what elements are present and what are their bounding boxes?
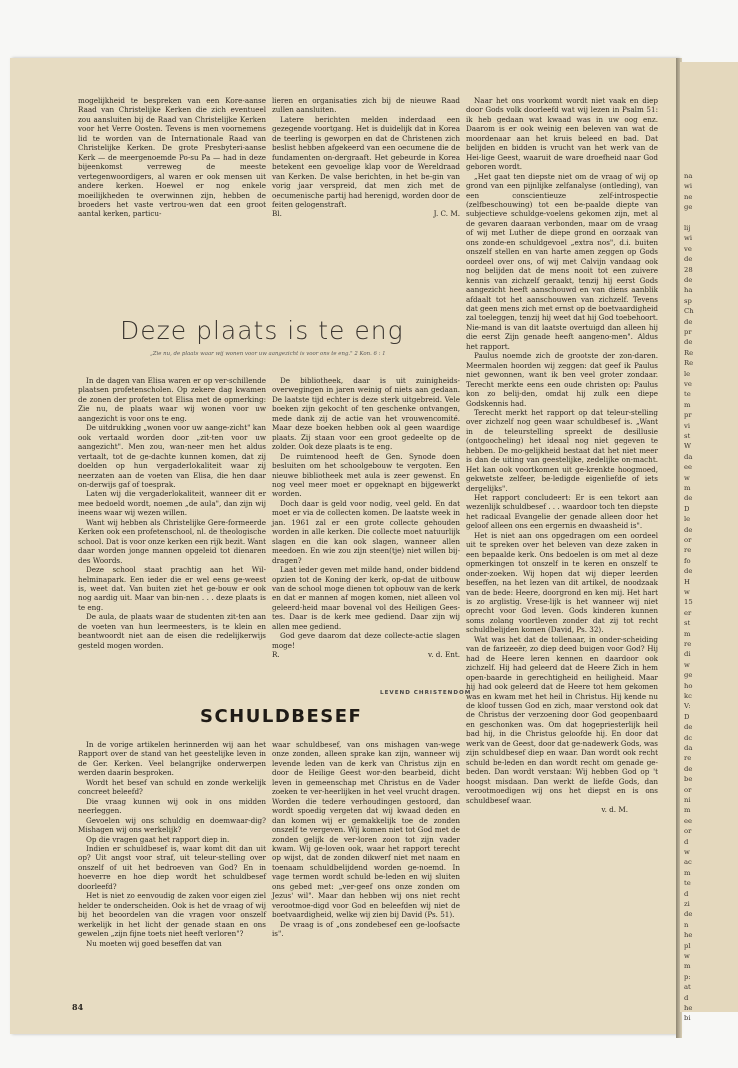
next-page-line: m <box>684 484 691 492</box>
paragraph: De uitdrukking „wonen voor uw aange-zicht" kan ook vertaald worden door „zit-ten voor uw aangezicht". Men zou, wan-neer men het aldus vertaalt, tot de ge-dachte kunnen komen, dat zij doelden op hun vergaderlokaliteit waar zij neerzaten aan de voeten van Elisa, die hen daar on-derwijs gaf of toesprak. <box>78 423 266 489</box>
next-page-line: ac <box>684 858 692 867</box>
paragraph: Wat was het dat de tollenaar, in onder-scheiding van de farizeeër, zo diep deed buigen voor God? Hij had de Heere leren kennen en daardoor ook zichzelf. Hij had geleerd dat de Heere Zich in hem open-baarde in gerechtigheid en heiligheid. Maar hij had ook geleerd dat de Heere tot hem gekomen was en kwam met het heil in Christus. Hij kende nu de kloof tussen God en zich, maar verstond ook dat de Christus der verzoening door God geopenbaard en geschonken was. Om dat hogepriesterlijk heil bad hij, in die Christus geloofde hij. En door dat werk van de Geest, door dat ge-nadewerk Gods, was zijn schuldbesef diep en waar. Dan wordt ook recht schuld be-leden en dan wordt recht om genade ge-beden. Dan wordt verstaan: Wij hebben God op 't hoogst misdaan. Dan werkt de liefde Gods, dan verootmoedigen wij ons het diepst en is ons schuldbesef waar. <box>466 634 658 805</box>
next-page-line: d <box>684 889 689 898</box>
paragraph: God geve daarom dat deze collecte-actie slagen moge! <box>272 631 460 650</box>
next-page-line: D <box>684 504 690 513</box>
paragraph: Die vraag kunnen wij ook in ons midden neerleggen. <box>78 796 266 816</box>
next-page-line: de <box>684 317 693 326</box>
next-page-line: vi <box>684 421 691 430</box>
next-page-line: p: <box>684 972 691 981</box>
paragraph: In de vorige artikelen herinnerden wij aan het Rapport over de stand van het geestelijke leven in de Ger. Kerken. Veel belangrijke onderwerpen werden daarin besproken. <box>78 740 266 778</box>
article2-col2 <box>272 740 460 939</box>
paragraph: De vraag is of „ons zondebesef een ge-loofsacte is". <box>272 919 460 939</box>
next-page-line: st <box>684 619 691 628</box>
next-page-line: de <box>684 525 693 534</box>
next-page-line: w <box>684 952 690 960</box>
article1-col1 <box>78 376 266 650</box>
next-page-line: m <box>684 868 691 877</box>
paragraph: Het is niet aan ons opgedragen om een oordeel uit te spreken over het beleven van deze zaken in een bepaalde kerk. Ons bedoelen is om met al deze opmerkingen tot onszelf in te keren en onszelf te onder-zoeken. Wij hopen dat wij dieper leerden beseffen, na het lezen van dit artikel, de noodzaak van de bede: Heere, doorgrond en ken mij. Het hart is zo arglistig. Vrese-lijk is het wanneer wij niet oprecht voor God leven. Gods kinderen kunnen soms zolang voortleven zonder dat zij tot recht schuldbelijden komen (David, Ps. 32). <box>466 530 658 635</box>
next-page-line: ge <box>684 203 693 212</box>
paragraph: De bibliotheek, daar is uit zuinigheids-overwegingen in jaren weinig of niets aan gedaan. De laatste tijd echter is deze sterk uitgebreid. Vele boeken zijn gekocht of ten geschenke ontvangen, mede dank zij de actie van het vrouwencomité. Maar deze boeken hebben ook al geen waardige plaats. Zij staan voor een groot gedeelte op de zolder. Ook deze plaats is te eng. <box>272 376 460 452</box>
next-page-line: kc <box>684 692 692 700</box>
next-page-line: m <box>684 962 691 971</box>
paragraph: Wordt het besef van schuld en zonde werkelijk concreet beleefd? <box>78 777 266 797</box>
right-column <box>466 96 658 814</box>
next-page-line: pr <box>684 411 692 420</box>
next-page-line: ee <box>684 816 693 825</box>
next-page-line: de <box>684 276 693 284</box>
paragraph: Latere berichten melden inderdaad een gezegende voortgang. Het is duidelijk dat in Korea de teerling is geworpen en dat de Christenen zich beslist hebben afgekeerd van een oecumene die de fundamenten on-dergraaft. Het gebeurde in Korea betekent een gevoelige klap voor de Wereldraad van Kerken. De valse berichten, in het be-gin van vorig jaar verspreid, dat men zich met de oecumenische partij had herenigd, worden door de feiten gelogenstraft. <box>272 114 460 209</box>
paragraph: Gevoelen wij ons schuldig en doemwaar-dig? Mishagen wij ons werkelijk? <box>78 815 266 835</box>
paragraph: Want wij hebben als Christelijke Gere-formeerde Kerken ook een profetenschool, nl. de theologische school. Dat is voor onze kerken een rijk bezit. Want daar worden jonge mannen opgeleid tot dienaren des Woords. <box>78 517 266 565</box>
next-page-line: de <box>684 494 693 503</box>
next-page-line: er <box>684 608 692 617</box>
next-page-line: m <box>684 629 691 638</box>
paragraph: De aula, de plaats waar de studenten zit-ten aan de voeten van hun leermeesters, is te klein en beantwoordt niet aan de eisen die redelijkerwijs gesteld mogen worden. <box>78 612 266 650</box>
next-page-line: na <box>684 172 693 180</box>
next-page-line: de <box>684 723 693 732</box>
next-page-line: le <box>684 515 691 524</box>
next-page-line: H <box>684 577 690 586</box>
top-col2 <box>272 96 460 219</box>
next-page-line: w <box>684 848 690 856</box>
paragraph: Laten wij die vergaderlokaliteit, wanneer dit er mee bedoeld wordt, noemen „de aula", dan zijn wij ineens waar wij wezen willen. <box>78 489 266 518</box>
paragraph: Nu moeten wij goed beseffen dat van <box>86 938 222 948</box>
next-page-line: te <box>684 390 691 399</box>
next-page-line: d <box>684 837 689 846</box>
paragraph: De ruimtenood heeft de Gen. Synode doen besluiten om het schoolgebouw te vergoten. Een nieuwe bibliotheek met aula is zeer gewenst. En nog veel meer moet er opgeknapt en bijgewerkt worden. <box>272 451 460 499</box>
next-page-line: be <box>684 775 693 784</box>
next-page-line: w <box>684 473 690 482</box>
paragraph: Indien er schuldbesef is, waar komt dit dan uit op? Uit angst voor straf, uit teleur-stelling over onszelf of uit het bedroeven van God? En in hoeverre en hoe diep wordt het schuldbesef doorleefd? <box>78 843 266 891</box>
next-page-line: n <box>684 920 689 929</box>
article-motto: „Zie nu, de plaats waar wij wonen voor uw aangezicht is voor ons te eng." 2 Kon. 6 : 1 <box>150 351 386 357</box>
next-page-line: w <box>684 660 690 669</box>
next-page-line: or <box>684 536 692 544</box>
paragraph: Op die vragen gaat het rapport diep in. <box>86 834 230 844</box>
next-page-line: re <box>684 546 692 555</box>
next-page-fragment <box>680 62 738 1023</box>
next-page-line: Re <box>684 359 694 368</box>
next-page-line: or <box>684 827 692 836</box>
next-page-line: ni <box>684 796 691 804</box>
article1-col2 <box>272 376 460 660</box>
next-page-line: sp <box>684 296 692 305</box>
next-page-line: he <box>684 931 693 940</box>
signature: R. v. d. Ent. <box>272 650 460 660</box>
next-page-line: wi <box>684 182 692 191</box>
paragraph: Deze school staat prachtig aan het Wil-helminapark. Een ieder die er wel eens ge-weest is, weet dat. Van buiten ziet het ge-bouw er ook nog aardig uit. Maar van bin-nen . . . deze plaats is te eng. <box>78 565 266 612</box>
paragraph: Het is niet zo eenvoudig de zaken voor eigen ziel helder te onderscheiden. Ook is het de vraag of wij bij het beoordelen van die vragen voor onszelf werkelijk in het licht der genade staan en ons gewelen „zijn fijne toets niet heeft verloren"? <box>78 891 266 939</box>
next-page-line: he <box>684 1004 693 1012</box>
next-page-line: ve <box>684 380 692 388</box>
next-page-line: wi <box>684 234 692 243</box>
next-page-line: di <box>684 650 691 659</box>
next-page-line: V: <box>684 702 691 711</box>
next-page-line: Re <box>684 348 694 357</box>
next-page-line: ee <box>684 463 693 472</box>
magazine-page <box>10 58 678 1034</box>
next-page-line: m <box>684 806 691 815</box>
next-page-line: d <box>684 993 689 1002</box>
paragraph: „Het gaat ten diepste niet om de vraag of wij op grond van een pijnlijke zelfanalyse (ontleding), van een conscientieuze zelf-introspectie (zelfbeschouwing) tot een be-paalde diepte van subjectieve schuldge-voelens gekomen zijn, met al de gevaren daaraan verbonden, maar om de vraag of wij met Luther de diepe grond en oorzaak van ons zonde-en schuldgevoel „extra nos", d.i. buiten onszelf stellen en van harte amen zeggen op Gods oordeel over ons, of wij met Calvijn vandaag ook nog belijden dat de mens nooit tot een zuivere kennis van zichzelf geraakt, tenzij hij eerst Gods aangezicht heeft aanschouwd en van diens aanblik afdaalt tot het aanschouwen van zichzelf. Tevens dat geen mens zich met ernst op de boetvaardigheid zal toeleggen, tenzij hij weet dat hij God toebehoort. Nie-mand is van dit laatste overtuigd dan alleen hij die eerst Zijn genade heeft aangeno-men". Aldus het rapport. <box>466 171 658 351</box>
article2-col1 <box>78 740 266 948</box>
next-page-line: de <box>684 338 693 347</box>
article-title-deze-plaats: Deze plaats is te eng <box>120 316 404 345</box>
paragraph: lieren en organisaties zich bij de nieuwe Raad zullen aansluiten. <box>272 96 460 115</box>
paragraph: Laat ieder geven met milde hand, onder biddend opzien tot de Koning der kerk, op-dat de uitbouw van de school moge dienen tot opbouw van de kerk en dat er mannen af mogen komen, niet alleen vol geleerd-heid maar bovenal vol des Heiligen Gees-tes. Daar is de kerk mee gediend. Daar zijn wij allen mee gediend. <box>272 565 460 631</box>
next-page-line: de <box>684 910 693 919</box>
next-page-line: da <box>684 744 693 752</box>
next-page-line: dc <box>684 733 693 742</box>
article-title-schuldbesef: SCHULDBESEF <box>200 706 363 727</box>
next-page-line: or <box>684 785 692 794</box>
next-page-line: re <box>684 640 692 648</box>
next-page-line: pr <box>684 328 692 336</box>
next-page-line: re <box>684 754 692 763</box>
next-page-line: de <box>684 255 693 264</box>
paragraph: waar schuldbesef, van ons mishagen van-wege onze zonden, alleen sprake kan zijn, wanneer wij levende leden van de kerk van Christus zijn en door de Heilige Geest wor-den bearbeid, dicht leven in gemeenschap met Christus en de Vader zoeken te ver-heerlijken in het veel vrucht dragen. Worden die tedere verhoudingen gestoord, dan wordt spoedig vergeten dat wij kwaad deden en dan komen wij er gemakkelijk toe de zonden onszelf te vergeven. Wij komen niet tot God met de zonden gelijk de ver-loren zoon tot zijn vader kwam. Wij ge-loven ook, waar het rapport terecht op wijst, dat de zonden dikwerf niet met naam en toenaam schuldbelijdend worden ge-noemd. In vage termen wordt schuld be-leden en wij sluiten ons gebed met: „ver-geef ons onze zonden om Jezus' wil". Maar dan hebben wij ons niet recht verootmoe-digd voor God en beleefden wij niet de boetvaardigheid, welke wij zien bij David (Ps. 51). <box>272 740 460 920</box>
next-page-line: de <box>684 764 693 773</box>
paragraph: Het rapport concludeert: Er is een tekort aan wezenlijk schuldbesef . . . waardoor toch ten diepste het radicaal Evangelie der genade alleen door het geloof alleen ons een ergernis en dwaasheid is". <box>466 493 658 531</box>
next-page-line: 28 <box>684 265 693 274</box>
top-col1 <box>78 96 266 219</box>
next-page-line: ho <box>684 681 693 690</box>
next-page-line: zi <box>684 900 690 908</box>
next-page-line: m <box>684 400 691 409</box>
next-page-line: ne <box>684 192 693 201</box>
paragraph: mogelijkheid te bespreken van een Kore-aanse Raad van Christelijke Kerken die zich eventueel zou aansluiten bij de Raad van Christelijke Kerken voor het Verre Oosten. Tevens is men voornemens lid te worden van de Internationale Raad van Christelijke Kerken. De grote Presbyteri-aanse Kerk — de meergenoemde Po-su Pa — had in deze bijeenkomst verreweg de meeste vertegenwoordigers, al waren er ook mensen uit andere kerken. Hoewel er nog enkele moeilijkheden te overwinnen zijn, hebben de broeders het vaste vertrou-wen dat een groot aantal kerken, particu- <box>78 96 266 219</box>
next-page-line: 15 <box>684 598 693 607</box>
next-page-line: pl <box>684 941 691 950</box>
next-page-line: D <box>684 712 690 721</box>
next-page-line: w <box>684 588 690 596</box>
signature: Bl. J. C. M. <box>272 209 460 219</box>
paragraph: Naar het ons voorkomt wordt niet vaak en diep door Gods volk doorleefd wat wij lezen in Psalm 51: ik heb gedaan wat kwaad was in uw oog enz. Daarom is er ook weinig een beleven van wat de moordenaar aan het kruis beleed en bad. Dat belijden en bidden is vrucht van het werk van de Hei-lige Geest, waaruit de ware droefheid naar God geboren wordt. <box>466 96 658 172</box>
next-page-line: ge <box>684 671 693 680</box>
next-page-line: bi <box>684 1014 691 1023</box>
next-page-line: W <box>684 442 691 451</box>
next-page-line: da <box>684 452 693 461</box>
next-page-line: de <box>684 567 693 576</box>
paragraph: Terecht merkt het rapport op dat teleur-stelling over zichzelf nog geen waar schuldbesef is. „Want in de teleurstelling spreekt de desillusie (ontgoocheling) het ideaal nog niet gegeven te hebben. De mo-gelijkheid bestaat dat het niet meer is dan de uiting van geestelijke, zedelijke on-macht. Het kan ook voortkomen uit ge-krenkte hoogmoed, gekwetste zelfeer, be-ledigde eigenliefde of iets dergelijks". <box>466 407 658 493</box>
section-kicker: LEVEND CHRISTENDOM <box>380 690 472 696</box>
paragraph: Paulus noemde zich de grootste der zon-daren. Meermalen hoorden wij zeggen: dat geef ik Paulus niet gewonnen, want ik ben veel groter zondaar. Terecht merkte eens een oude christen op: Paulus kon zo belij-den, omdat hij zulk een diepe Godskennis had. <box>466 351 658 408</box>
paragraph: Doch daar is geld voor nodig, veel geld. En dat moet er via de collecten komen. De laatste week in jan. 1961 zal er een grote collecte gehouden worden in alle kerken. Die collecte moet natuurlijk slagen en die kan ook slagen, wanneer allen meedoen. En wie zou zijn steen(tje) niet willen bij-dragen? <box>272 498 460 565</box>
next-page-line: ha <box>684 286 693 295</box>
next-page-line: fo <box>684 556 691 565</box>
next-page-line: le <box>684 369 691 378</box>
next-page-line: Ch <box>684 307 694 316</box>
signature: v. d. M. <box>601 804 628 814</box>
page-number: 84 <box>72 1002 84 1012</box>
next-page-line: te <box>684 879 691 888</box>
next-page-line: lij <box>684 224 691 232</box>
next-page-line: ve <box>684 244 692 253</box>
paragraph: In de dagen van Elisa waren er op ver-schillende plaatsen profetenscholen. Op zekere dag kwamen de zonen der profeten tot Elisa met de opmerking: Zie nu, de plaats waar wij wonen voor uw aangezicht is voor ons te eng. <box>78 376 266 423</box>
next-page-line: st <box>684 432 691 440</box>
next-page-line: at <box>684 983 691 992</box>
